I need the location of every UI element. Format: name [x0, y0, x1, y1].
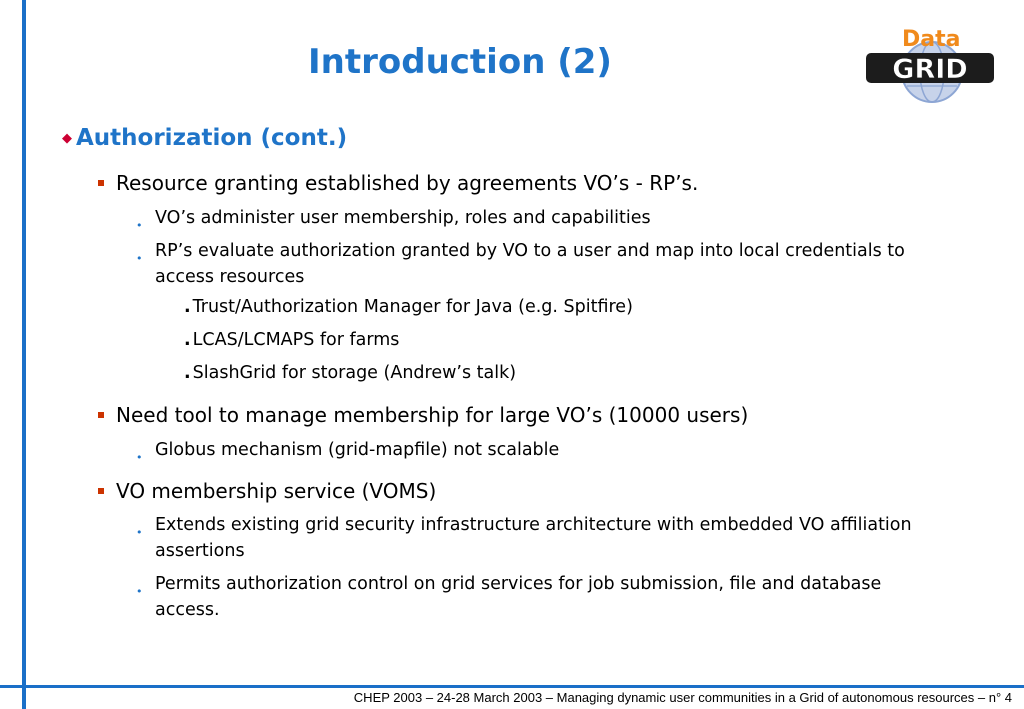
logo-data-text: Data: [902, 27, 961, 52]
dot-bullet-icon: •: [136, 219, 143, 232]
dot-bullet-icon: .: [184, 297, 191, 317]
dot-bullet-icon: •: [136, 451, 143, 464]
dot-bullet-icon: •: [136, 585, 143, 598]
slide-footer: CHEP 2003 – 24-28 March 2003 – Managing dynamic user communities in a Grid of autonomous resources – n° 4: [353, 690, 1012, 705]
subsub-bullet-trust-manager: . Trust/Authorization Manager for Java (e.g. Spitfire): [184, 297, 633, 317]
subsub-bullet-slashgrid: . SlashGrid for storage (Andrew’s talk): [184, 363, 517, 383]
sub-bullet-vo-administer: • VO’s administer user membership, roles and capabilities: [136, 205, 966, 231]
dot-bullet-icon: .: [184, 330, 191, 350]
diamond-bullet-icon: ◆: [62, 131, 72, 146]
square-bullet-icon: [98, 488, 104, 494]
sub-bullet-permits: • Permits authorization control on grid services for job submission, file and database access.: [136, 574, 882, 620]
heading-authorization: ◆ Authorization (cont.): [62, 125, 348, 151]
sub-bullet-globus: • Globus mechanism (grid-mapfile) not scalable: [136, 437, 966, 463]
dot-bullet-icon: .: [184, 363, 191, 383]
sub-bullet-extends: • Extends existing grid security infrastructure architecture with embedded VO affiliation assertions: [136, 515, 912, 561]
logo-grid-text: GRID: [892, 54, 968, 85]
slide-title: Introduction (2): [308, 42, 612, 82]
sub-bullet-rp-evaluate: • RP’s evaluate authorization granted by VO to a user and map into local credentials to access resources: [136, 241, 905, 287]
square-bullet-icon: [98, 180, 104, 186]
square-bullet-icon: [98, 412, 104, 418]
dot-bullet-icon: •: [136, 252, 143, 265]
footer-rule: [0, 685, 1024, 688]
bullet-resource-granting: Resource granting established by agreements VO’s - RP’s.: [98, 171, 698, 195]
bullet-need-tool: Need tool to manage membership for large VO’s (10000 users): [98, 403, 748, 427]
dot-bullet-icon: •: [136, 526, 143, 539]
bullet-voms: VO membership service (VOMS): [98, 479, 436, 503]
subsub-bullet-lcas: . LCAS/LCMAPS for farms: [184, 330, 400, 350]
